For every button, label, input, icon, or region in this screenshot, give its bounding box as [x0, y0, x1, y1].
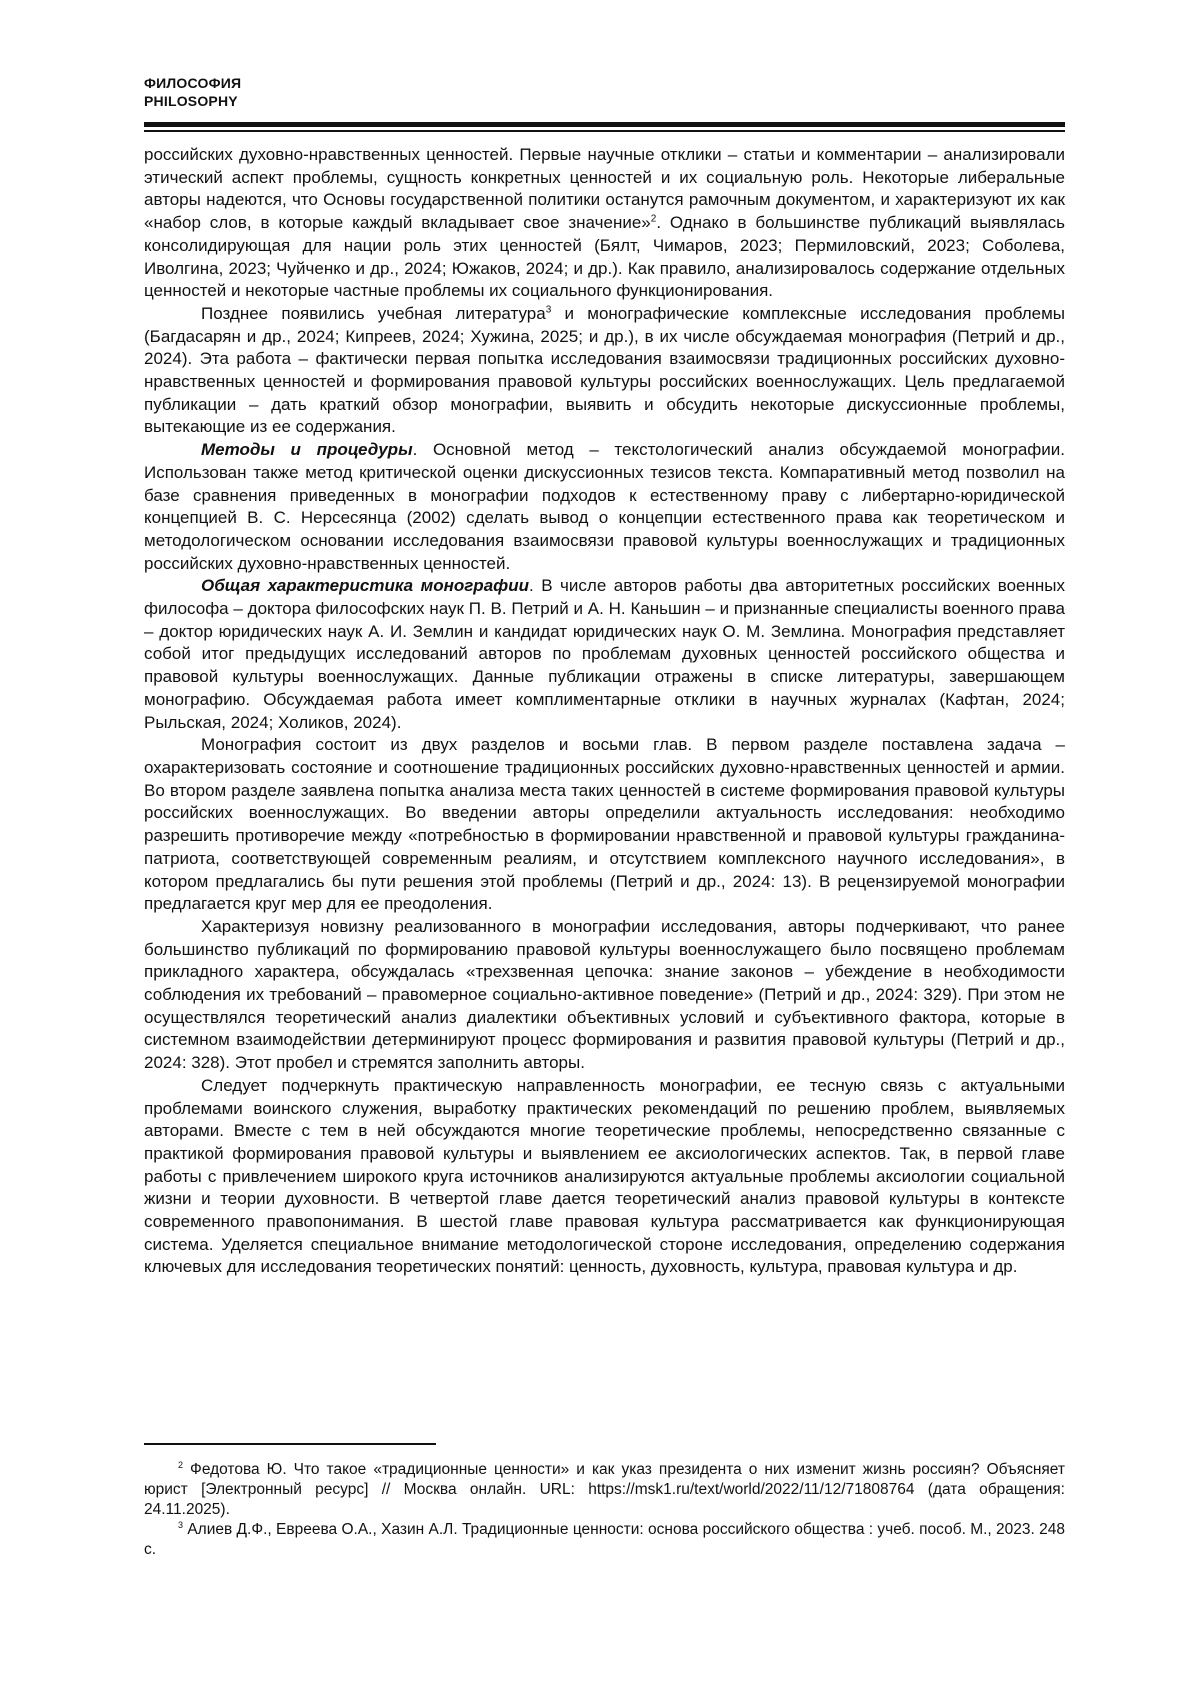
running-header: [144, 74, 241, 110]
footnote-2-text: Федотова Ю. Что такое «традиционные ценности» и как указ президента о них изменит жизнь россиян? Объясняет юрист [Электронный ресурс] // Москва онлайн. URL: https://msk1.ru/text/world/2022/11/12/71808764 (дата обращения: 24.11.2025).: [144, 1461, 1065, 1518]
paragraph-1-text: российских духовно-нравственных ценностей. Первые научные отклики – статьи и комментарии – анализировали этический аспект проблемы, сущность конкретных ценностей и их социальную роль. Некоторые либеральные авторы надеются, что Основы государственной политики останутся рамочным документом, и характеризуют их как «набор слов, в которые каждый вкладывает свое значение»: [144, 145, 1065, 233]
overview-text: . В числе авторов работы два авторитетных российских военных философа – доктора философских наук П. В. Петрий и А. Н. Каньшин – и признанные специалисты военного права – доктор юридических наук А. И. Землин и кандидат юридических наук О. М. Землина. Монография представляет собой итог предыдущих исследований авторов по проблемам духовных ценностей российского общества и правовой культуры военнослужащих. Данные публикации отражены в списке литературы, завершающем монографию. Обсуждаемая работа имеет комплиментарные отклики в научных журналах (Кафтан, 2024; Рыльская, 2024; Холиков, 2024).: [144, 576, 1065, 732]
methods-text: . Основной метод – текстологический анализ обсуждаемой монографии. Использован также метод критической оценки дискуссионных тезисов текста. Компаративный метод позволил на базе сравнения приведенных в монографии подходов к естественному праву с либертарно-юридической концепцией В. С. Нерсесянца (2002) сделать вывод о концепции естественного права как теоретическом и методологическом основании исследования взаимосвязи правовой культуры военнослужащих и традиционных российских духовно-нравственных ценностей.: [144, 440, 1066, 573]
paragraph-2-text: Позднее появились учебная литература: [201, 303, 546, 323]
paragraph-methods: [144, 439, 1065, 575]
footnote-2: [144, 1460, 1065, 1520]
footnote-3-text: Алиев Д.Ф., Евреева О.А., Хазин А.Л. Традиционные ценности: основа российского общества : учеб. пособ. М., 2023. 248 с.: [144, 1521, 1065, 1558]
paragraph-7: Следует подчеркнуть практическую направленность монографии, ее тесную связь с актуальными проблемами воинского служения, выработку практических рекомендаций по решению проблем, выявляемых авторами. Вместе с тем в ней обсуждаются многие теоретические проблемы, непосредственно связанные с практикой формирования правовой культуры и выявлением ее аксиологических аспектов. Так, в первой главе работы с привлечением широкого круга источников анализируются актуальные проблемы аксиологии социальной жизни и теории духовности. В четвертой главе дается теоретический анализ правовой культуры в контексте современного правопонимания. В шестой главе правовая культура рассматривается как функционирующая система. Уделяется специальное внимание методологической стороне исследования, определению содержания ключевых для исследования теоретических понятий: ценность, духовность, культура, правовая культура и др.: [144, 1075, 1065, 1277]
footnote-ref-2: 2: [650, 213, 657, 225]
section-title-ru: ФИЛОСОФИЯ: [144, 75, 242, 91]
overview-heading: Общая характеристика монографии: [201, 576, 529, 596]
footnote-2-number: 2: [178, 1459, 184, 1470]
footnote-ref-3: 3: [545, 304, 552, 316]
paragraph-overview: [144, 575, 1065, 734]
paragraph-5: Монография состоит из двух разделов и восьми глав. В первом разделе поставлена задача – охарактеризовать состояние и соотношение традиционных российских духовно-нравственных ценностей и армии. Во втором разделе заявлена попытка анализа места таких ценностей в системе формирования правовой культуры российских военнослужащих. Во введении авторы определили актуальность исследования: необходимо разрешить противоречие между «потребностью в формировании нравственной и правовой культуры гражданина-патриота, соответствующей современным реалиям, и отсутствием комплексного научного исследования», в котором предлагались бы пути решения этой проблемы (Петрий и др., 2024: 13). В рецензируемой монографии предлагается круг мер для ее преодоления.: [144, 735, 1065, 914]
footnote-3: [144, 1520, 1065, 1560]
header-rule-thin: [144, 130, 1065, 132]
footnote-3-number: 3: [178, 1519, 184, 1530]
article-body: [144, 144, 1065, 1279]
paragraph-2: [144, 303, 1065, 439]
paragraph-2-text-cont: и монографические комплексные исследования проблемы (Багдасарян и др., 2024; Кипреев, 2024; Хужина, 2025; и др.), в их числе обсуждаемая монография (Петрий и др., 2024). Эта работа – фактически первая попытка исследования взаимосвязи традиционных российских духовно-нравственных ценностей и формирования правовой культуры российских военнослужащих. Цель предлагаемой публикации – дать краткий обзор монографии, выявить и обсудить некоторые дискуссионные проблемы, вытекающие из ее содержания.: [144, 303, 1065, 437]
footnote-separator: [144, 1443, 436, 1445]
section-title-en: PHILOSOPHY: [144, 93, 238, 109]
footnotes: [144, 1460, 1065, 1560]
methods-heading: Методы и процедуры: [201, 440, 413, 460]
header-rule-thick: [144, 122, 1065, 127]
paragraph-1-text-cont: . Однако в большинстве публикаций выявлялась консолидирующая для нации роль этих ценностей (Бялт, Чимаров, 2023; Пермиловский, 2023; Соболева, Иволгина, 2023; Чуйченко и др., 2024; Южаков, 2024; и др.). Как правило, анализировалось содержание отдельных ценностей и некоторые частные проблемы их социального функционирования.: [144, 213, 1065, 301]
paragraph-6: Характеризуя новизну реализованного в монографии исследования, авторы подчеркивают, что ранее большинство публикаций по формированию правовой культуры военнослужащего было посвящено проблемам прикладного характера, обсуждалась «трехзвенная цепочка: знание законов – убеждение в необходимости соблюдения их требований – правомерное социально-активное поведение» (Петрий и др., 2024: 329). При этом не осуществлялся теоретический анализ диалектики объективных условий и субъективного фактора, которые в системном взаимодействии детерминируют процесс формирования и развития правовой культуры (Петрий и др., 2024: 328). Этот пробел и стремятся заполнить авторы.: [144, 916, 1065, 1073]
paragraph-1: [144, 144, 1065, 303]
